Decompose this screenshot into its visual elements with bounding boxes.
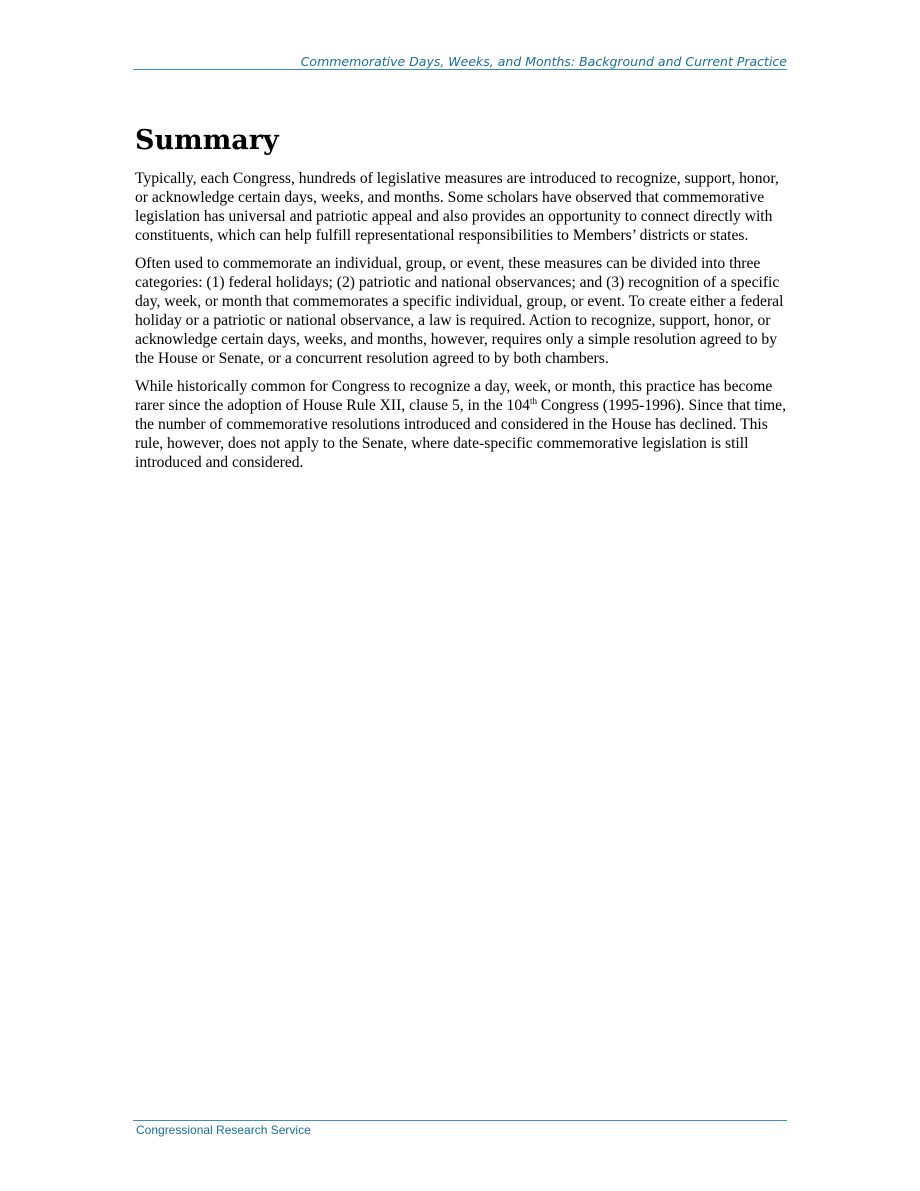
- header-divider: [133, 69, 787, 70]
- summary-paragraph-2: Often used to commemorate an individual, group, or event, these measures can be divided into three categories: (1) federal holidays; (2) patriotic and national observances; and (3) recognition of a specific day, week, or month that commemorates a specific individual, group, or event. To create either a federal holiday or a patriotic or national observance, a law is required. Action to recognize, support, honor, or acknowledge certain days, weeks, and months, however, requires only a simple resolution agreed to by the House or Senate, or a concurrent resolution agreed to by both chambers.: [135, 255, 784, 367]
- ordinal-superscript: th: [529, 396, 537, 406]
- running-header-title: Commemorative Days, Weeks, and Months: Background and Current Practice: [300, 54, 787, 69]
- summary-paragraph-3: [135, 377, 787, 472]
- paragraph-3-text-end: Congress (1995-1996). Since that time, the number of commemorative resolutions introduced and considered in the House has declined. This rule, however, does not apply to the Senate, where date-specific commemorative legislation is still introduced and considered.: [135, 397, 786, 471]
- footer-organization: Congressional Research Service: [136, 1123, 311, 1137]
- summary-paragraph-1: Typically, each Congress, hundreds of legislative measures are introduced to recognize, support, honor, or acknowledge certain days, weeks, and months. Some scholars have observed that commemorative legislation has universal and patriotic appeal and also provides an opportunity to connect directly with constituents, which can help fulfill representational responsibilities to Members’ districts or states.: [135, 170, 779, 244]
- summary-body: [135, 169, 787, 481]
- footer-divider: [133, 1120, 787, 1121]
- section-title: Summary: [135, 125, 279, 156]
- paragraph-3-text-start: While historically common for Congress to recognize a day, week, or month, this practice has become rarer since the adoption of House Rule XII, clause 5, in the 104: [135, 378, 773, 414]
